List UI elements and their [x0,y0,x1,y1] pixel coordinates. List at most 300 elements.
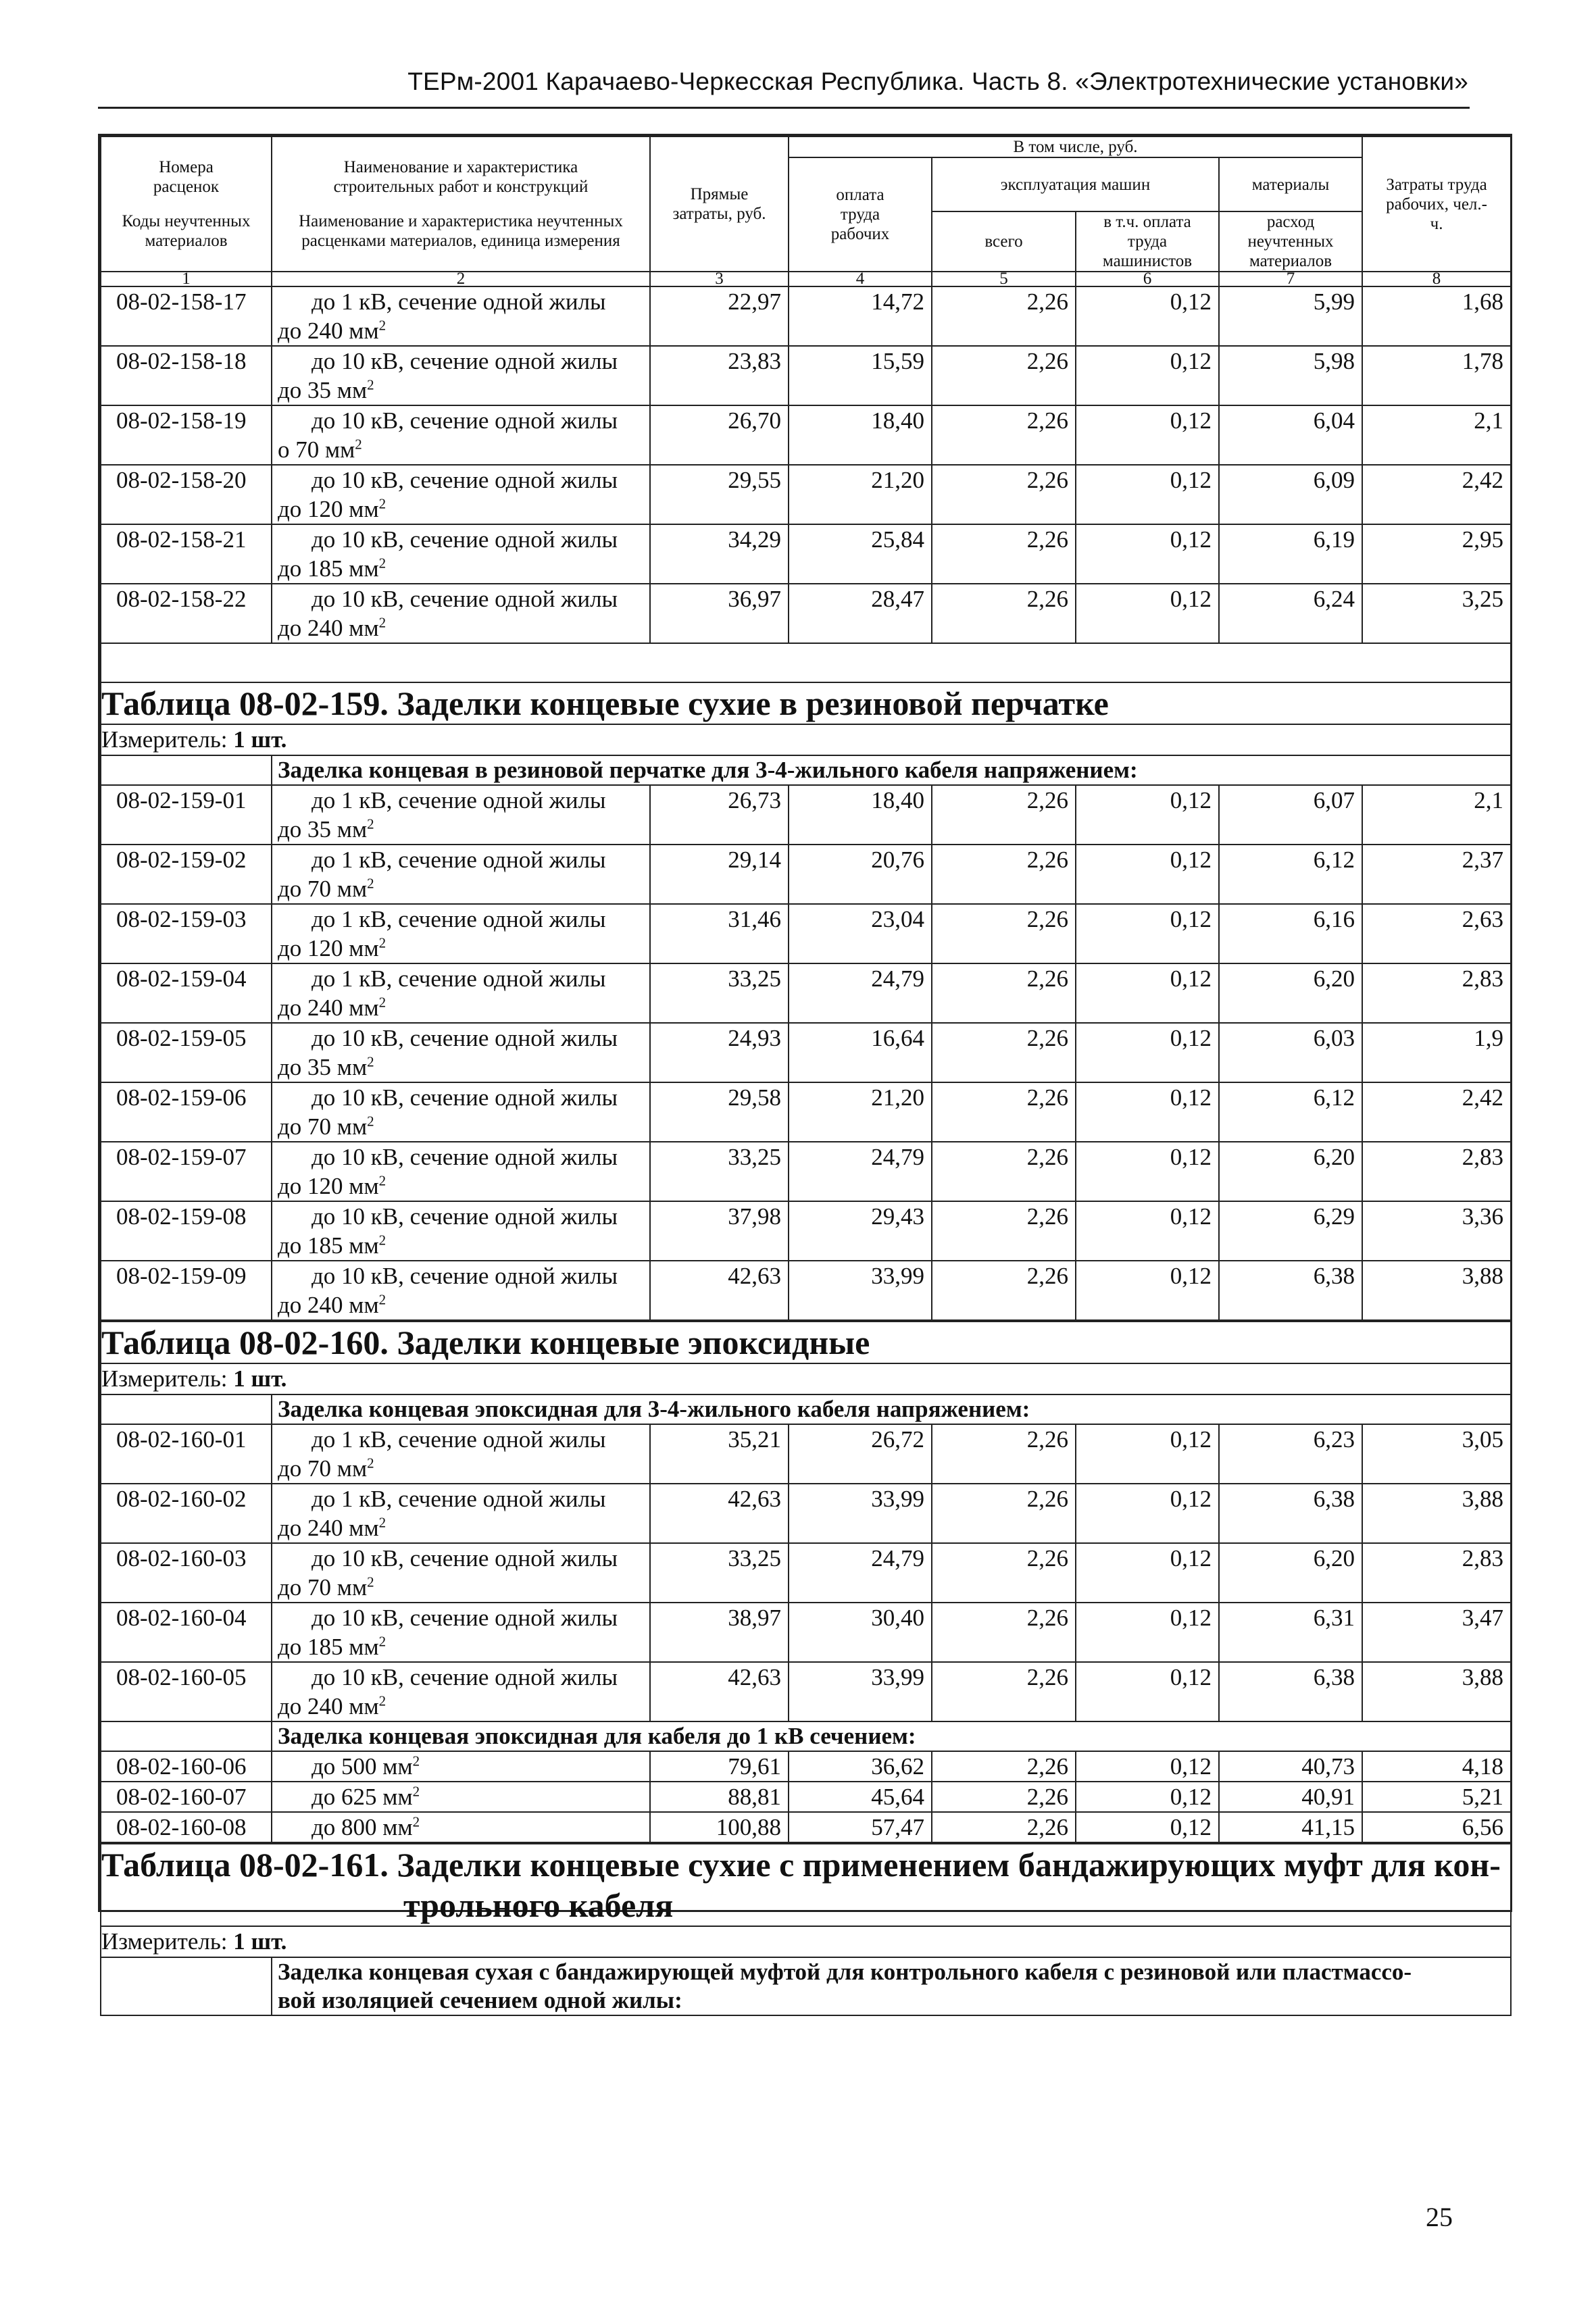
description-text: до 240 мм [278,318,379,344]
running-header: ТЕРм-2001 Карачаево-Черкесская Республика. Часть 8. «Электротехнические установки» [407,68,1468,95]
labor-hours: 1,68 [1362,286,1511,346]
header-group: В том числе, руб. [789,136,1362,157]
worker-wages: 25,84 [789,524,932,584]
exponent: 2 [378,1172,386,1189]
operator-wages: 0,12 [1076,524,1219,584]
description-line-2 [278,1632,649,1661]
column-number: 8 [1362,272,1511,286]
worker-wages: 18,40 [789,405,932,465]
subheader-text: Заделка концевая эпоксидная для кабеля до 1 кВ сечением: [278,1723,916,1749]
table-title [101,682,1511,724]
work-description [272,1484,650,1543]
material-costs: 6,19 [1219,524,1362,584]
machine-costs: 2,26 [932,1484,1076,1543]
header-machines: эксплуатация машин [932,157,1219,211]
operator-wages: 0,12 [1076,785,1219,845]
work-description [272,1142,650,1201]
worker-wages: 24,79 [789,1543,932,1603]
labor-hours: 1,78 [1362,346,1511,405]
labor-hours: 2,1 [1362,405,1511,465]
machine-costs: 2,26 [932,1023,1076,1082]
description-line-2 [278,1290,649,1319]
material-costs: 40,73 [1219,1751,1362,1782]
subheader [272,755,1511,785]
description-line-1: до 1 кВ, сечение одной жилы [311,1426,606,1453]
rate-code: 08-02-158-20 [101,465,272,524]
description-line-1: до 1 кВ, сечение одной жилы [311,1486,606,1512]
worker-wages: 33,99 [789,1484,932,1543]
direct-costs: 37,98 [650,1201,789,1261]
rate-code: 08-02-159-08 [101,1201,272,1261]
description-line-2 [278,495,649,524]
labor-hours: 4,18 [1362,1751,1511,1782]
table-row [101,1751,1511,1782]
operator-wages: 0,12 [1076,346,1219,405]
rate-code: 08-02-159-09 [101,1261,272,1320]
worker-wages: 15,59 [789,346,932,405]
material-costs: 6,38 [1219,1484,1362,1543]
table-row [101,524,1511,584]
operator-wages: 0,12 [1076,1142,1219,1201]
description-text: до 240 мм [278,1515,379,1541]
labor-hours: 3,88 [1362,1662,1511,1721]
worker-wages: 18,40 [789,785,932,845]
description-text: до 35 мм [278,1054,368,1080]
rate-code: 08-02-160-06 [101,1751,272,1782]
work-description [272,1023,650,1082]
work-description [272,524,650,584]
operator-wages: 0,12 [1076,465,1219,524]
subheader [272,1721,1511,1751]
meter-value: 1 шт. [233,726,287,753]
labor-hours: 3,88 [1362,1261,1511,1320]
operator-wages: 0,12 [1076,963,1219,1023]
description-text: до 185 мм [278,1232,379,1259]
rate-code: 08-02-159-01 [101,785,272,845]
description-text: о 70 мм [278,436,355,463]
machine-costs: 2,26 [932,346,1076,405]
column-number: 1 [101,272,272,286]
exponent: 2 [378,994,386,1011]
material-costs: 6,07 [1219,785,1362,845]
description-line-2 [278,316,649,345]
direct-costs: 29,58 [650,1082,789,1142]
rate-code: 08-02-158-21 [101,524,272,584]
work-description [272,963,650,1023]
exponent: 2 [378,934,386,951]
description-text: до 70 мм [278,1574,368,1601]
machine-costs: 2,26 [932,1812,1076,1842]
worker-wages: 20,76 [789,845,932,904]
exponent: 2 [378,317,386,334]
title-text: Таблица 08-02-160. Заделки концевые эпоксидные [101,1324,870,1361]
table-row [101,1662,1511,1721]
subheader-text: Заделка концевая эпоксидная для 3-4-жильного кабеля напряжением: [278,1396,1030,1422]
exponent: 2 [367,815,374,832]
unit-of-measure [101,1926,1511,1957]
operator-wages: 0,12 [1076,286,1219,346]
machine-costs: 2,26 [932,465,1076,524]
header-material-name: Наименование и характеристика неучтенных расценками материалов, единица измерения [299,212,623,250]
work-description [272,1782,650,1812]
labor-hours: 2,42 [1362,1082,1511,1142]
exponent: 2 [367,376,374,393]
subheader-row [101,1721,1511,1751]
header-material-codes: Коды неучтенных материалов [122,212,251,250]
operator-wages: 0,12 [1076,1082,1219,1142]
worker-wages: 33,99 [789,1261,932,1320]
column-number: 6 [1076,272,1219,286]
work-description [272,1662,650,1721]
section-gap [101,643,1511,682]
material-costs: 6,09 [1219,465,1362,524]
worker-wages: 26,72 [789,1424,932,1484]
direct-costs: 35,21 [650,1424,789,1484]
description-line-2 [278,435,649,464]
rate-code: 08-02-159-06 [101,1082,272,1142]
description-text: до 240 мм [278,1292,379,1318]
description-line-2 [278,1573,649,1602]
description-line-1: до 10 кВ, сечение одной жилы [311,1203,618,1230]
description-line-2 [278,376,649,405]
subheader [272,1394,1511,1424]
description-text: до 240 мм [278,615,379,641]
operator-wages: 0,12 [1076,1782,1219,1812]
worker-wages: 29,43 [789,1201,932,1261]
table-row [101,1543,1511,1603]
worker-wages: 45,64 [789,1782,932,1812]
description-line-1: до 1 кВ, сечение одной жилы [311,288,606,315]
work-description [272,845,650,904]
material-costs: 6,24 [1219,584,1362,643]
table-row [101,963,1511,1023]
table-row [101,785,1511,845]
worker-wages: 24,79 [789,1142,932,1201]
table-row [101,1812,1511,1842]
table-row [101,346,1511,405]
meter-label: Измеритель: [101,726,228,753]
machine-costs: 2,26 [932,1603,1076,1662]
description-text: до 35 мм [278,816,368,842]
machine-costs: 2,26 [932,1782,1076,1812]
operator-wages: 0,12 [1076,584,1219,643]
description-line-1: до 1 кВ, сечение одной жилы [311,965,606,992]
title-text-line-1: Таблица 08-02-161. Заделки концевые сухие с применением бандажирующих муфт для кон- [101,1846,1501,1884]
rate-code: 08-02-158-17 [101,286,272,346]
exponent: 2 [367,1455,374,1472]
column-number: 7 [1219,272,1362,286]
material-costs: 6,20 [1219,1543,1362,1603]
work-description [272,785,650,845]
machine-costs: 2,26 [932,1662,1076,1721]
machine-costs: 2,26 [932,963,1076,1023]
work-description [272,904,650,963]
description-line-1: до 1 кВ, сечение одной жилы [311,906,606,932]
description-text: до 70 мм [278,1113,368,1140]
worker-wages: 36,62 [789,1751,932,1782]
description-line-1: до 1 кВ, сечение одной жилы [311,787,606,813]
material-costs: 5,99 [1219,286,1362,346]
exponent: 2 [378,614,386,631]
operator-wages: 0,12 [1076,845,1219,904]
header-machines-total: всего [932,211,1076,272]
column-number: 4 [789,272,932,286]
worker-wages: 21,20 [789,1082,932,1142]
exponent: 2 [378,495,386,512]
table-row [101,1603,1511,1662]
worker-wages: 30,40 [789,1603,932,1662]
unit-of-measure [101,724,1511,755]
header-operator-wages: в т.ч. оплата труда машинистов [1076,211,1219,272]
labor-hours: 1,9 [1362,1023,1511,1082]
machine-costs: 2,26 [932,845,1076,904]
work-description [272,1261,650,1320]
labor-hours: 2,83 [1362,1543,1511,1603]
table-row [101,1023,1511,1082]
description-line-2 [278,874,649,903]
machine-costs: 2,26 [932,286,1076,346]
exponent: 2 [378,555,386,572]
direct-costs: 31,46 [650,904,789,963]
material-costs: 5,98 [1219,346,1362,405]
description-line-1: до 10 кВ, сечение одной жилы [311,1084,618,1111]
table-row [101,1782,1511,1812]
subheader-spacer [101,1721,272,1751]
labor-hours: 2,63 [1362,904,1511,963]
subheader-spacer [101,1394,272,1424]
page-number: 25 [1426,2202,1453,2232]
column-number: 3 [650,272,789,286]
work-description [272,1543,650,1603]
rate-code: 08-02-160-07 [101,1782,272,1812]
direct-costs: 29,55 [650,465,789,524]
description-line-2 [278,1513,649,1542]
rate-code: 08-02-158-18 [101,346,272,405]
rate-code: 08-02-160-05 [101,1662,272,1721]
table-row [101,1201,1511,1261]
description-text: до 185 мм [278,1634,379,1660]
rate-code: 08-02-159-02 [101,845,272,904]
description-line-2 [278,1053,649,1082]
operator-wages: 0,12 [1076,904,1219,963]
column-numbers-row [101,272,1511,286]
exponent: 2 [378,1514,386,1531]
material-costs: 6,20 [1219,963,1362,1023]
work-description [272,465,650,524]
col-name-header [272,136,650,272]
meter-row [101,1363,1511,1394]
material-costs: 6,38 [1219,1662,1362,1721]
rate-code: 08-02-158-22 [101,584,272,643]
direct-costs: 33,25 [650,963,789,1023]
material-costs: 6,12 [1219,845,1362,904]
description-line-1 [278,1752,649,1781]
description-line-2 [278,815,649,844]
direct-costs: 38,97 [650,1603,789,1662]
description-line-1: до 10 кВ, сечение одной жилы [311,1545,618,1571]
material-costs: 41,15 [1219,1812,1362,1842]
description-text: до 800 мм [311,1814,413,1840]
material-costs: 6,16 [1219,904,1362,963]
description-text: до 500 мм [311,1753,413,1780]
exponent: 2 [412,1753,420,1769]
direct-costs: 36,97 [650,584,789,643]
direct-costs: 42,63 [650,1484,789,1543]
description-line-2 [278,613,649,643]
rate-code: 08-02-160-04 [101,1603,272,1662]
description-text: до 120 мм [278,935,379,961]
table-row [101,1142,1511,1201]
direct-costs: 33,25 [650,1543,789,1603]
description-line-1: до 10 кВ, сечение одной жилы [311,1605,618,1631]
direct-costs: 29,14 [650,845,789,904]
table-row [101,845,1511,904]
rate-code: 08-02-160-01 [101,1424,272,1484]
work-description [272,405,650,465]
description-text: до 120 мм [278,496,379,522]
worker-wages: 28,47 [789,584,932,643]
machine-costs: 2,26 [932,785,1076,845]
col-codes-header [101,136,272,272]
worker-wages: 23,04 [789,904,932,963]
description-line-1 [278,1813,649,1842]
operator-wages: 0,12 [1076,1201,1219,1261]
labor-hours: 2,95 [1362,524,1511,584]
operator-wages: 0,12 [1076,1603,1219,1662]
machine-costs: 2,26 [932,1261,1076,1320]
table-row [101,1082,1511,1142]
table-row [101,584,1511,643]
exponent: 2 [378,1232,386,1249]
exponent: 2 [367,1574,374,1590]
machine-costs: 2,26 [932,405,1076,465]
header-rate-numbers: Номера расценок [153,158,220,196]
description-line-1: до 10 кВ, сечение одной жилы [311,1263,618,1289]
description-line-2 [278,993,649,1022]
exponent: 2 [412,1813,420,1830]
operator-wages: 0,12 [1076,1424,1219,1484]
direct-costs: 100,88 [650,1812,789,1842]
labor-hours: 2,42 [1362,465,1511,524]
meter-row [101,1926,1511,1957]
description-line-2 [278,554,649,583]
table-title [101,1322,1511,1363]
worker-wages: 24,79 [789,963,932,1023]
rate-code: 08-02-160-03 [101,1543,272,1603]
description-line-1: до 10 кВ, сечение одной жилы [311,1664,618,1690]
meter-label: Измеритель: [101,1365,228,1392]
operator-wages: 0,12 [1076,1543,1219,1603]
column-number: 5 [932,272,1076,286]
price-table [100,136,1512,2016]
subheader-row [101,755,1511,785]
meter-label: Измеритель: [101,1928,228,1955]
subheader-row [101,1394,1511,1424]
direct-costs: 42,63 [650,1662,789,1721]
description-line-1: до 10 кВ, сечение одной жилы [311,348,618,374]
subheader [272,1957,1511,2015]
table-row [101,1424,1511,1484]
description-text: до 35 мм [278,377,368,403]
machine-costs: 2,26 [932,1751,1076,1782]
material-costs: 6,03 [1219,1023,1362,1082]
exponent: 2 [378,1633,386,1650]
exponent: 2 [367,875,374,892]
labor-hours: 2,83 [1362,963,1511,1023]
work-description [272,1812,650,1842]
machine-costs: 2,26 [932,1142,1076,1201]
operator-wages: 0,12 [1076,1662,1219,1721]
labor-hours: 3,25 [1362,584,1511,643]
direct-costs: 26,70 [650,405,789,465]
material-costs: 6,31 [1219,1603,1362,1662]
labor-hours: 2,1 [1362,785,1511,845]
rate-code: 08-02-159-07 [101,1142,272,1201]
subheader-text: Заделка концевая в резиновой перчатке для 3-4-жильного кабеля напряжением: [278,757,1138,783]
description-line-2 [278,1112,649,1141]
subheader-text-line-1: Заделка концевая сухая с бандажирующей муфтой для контрольного кабеля с резиновой или пластмассо- [278,1959,1412,1985]
description-text: до 625 мм [311,1784,413,1810]
direct-costs: 88,81 [650,1782,789,1812]
column-number: 2 [272,272,650,286]
price-table-frame [98,134,1512,2013]
work-description [272,584,650,643]
labor-hours: 3,05 [1362,1424,1511,1484]
material-costs: 6,38 [1219,1261,1362,1320]
header-material-usage: расход неучтенных материалов [1219,211,1362,272]
table-row [101,286,1511,346]
table-row [101,1261,1511,1320]
description-line-2 [278,1231,649,1260]
table-row [101,1484,1511,1543]
direct-costs: 22,97 [650,286,789,346]
table-title-row [101,1322,1511,1363]
labor-hours: 3,88 [1362,1484,1511,1543]
header-row-1 [101,136,1511,157]
work-description [272,1603,650,1662]
machine-costs: 2,26 [932,524,1076,584]
material-costs: 6,04 [1219,405,1362,465]
description-line-2 [278,1172,649,1201]
description-line-1: до 10 кВ, сечение одной жилы [311,526,618,553]
header-rule [98,107,1470,109]
meter-row [101,724,1511,755]
operator-wages: 0,12 [1076,405,1219,465]
table-title-row [101,682,1511,724]
operator-wages: 0,12 [1076,1023,1219,1082]
direct-costs: 34,29 [650,524,789,584]
header-work-name: Наименование и характеристика строительных работ и конструкций [333,158,589,196]
machine-costs: 2,26 [932,1082,1076,1142]
meter-value: 1 шт. [233,1365,287,1392]
subheader-text-line-2: вой изоляцией сечением одной жилы: [278,1987,682,2013]
labor-hours: 6,56 [1362,1812,1511,1842]
worker-wages: 21,20 [789,465,932,524]
labor-hours: 2,37 [1362,845,1511,904]
machine-costs: 2,26 [932,1424,1076,1484]
exponent: 2 [367,1113,374,1130]
rate-code: 08-02-158-19 [101,405,272,465]
description-line-2 [278,1454,649,1483]
subheader-row [101,1957,1511,2015]
direct-costs: 23,83 [650,346,789,405]
direct-costs: 42,63 [650,1261,789,1320]
exponent: 2 [367,1053,374,1070]
description-line-1: до 10 кВ, сечение одной жилы [311,1025,618,1051]
description-line-1: до 10 кВ, сечение одной жилы [311,1144,618,1170]
description-line-1: до 10 кВ, сечение одной жилы [311,467,618,493]
title-text-line-2: трольного кабеля [403,1886,674,1924]
